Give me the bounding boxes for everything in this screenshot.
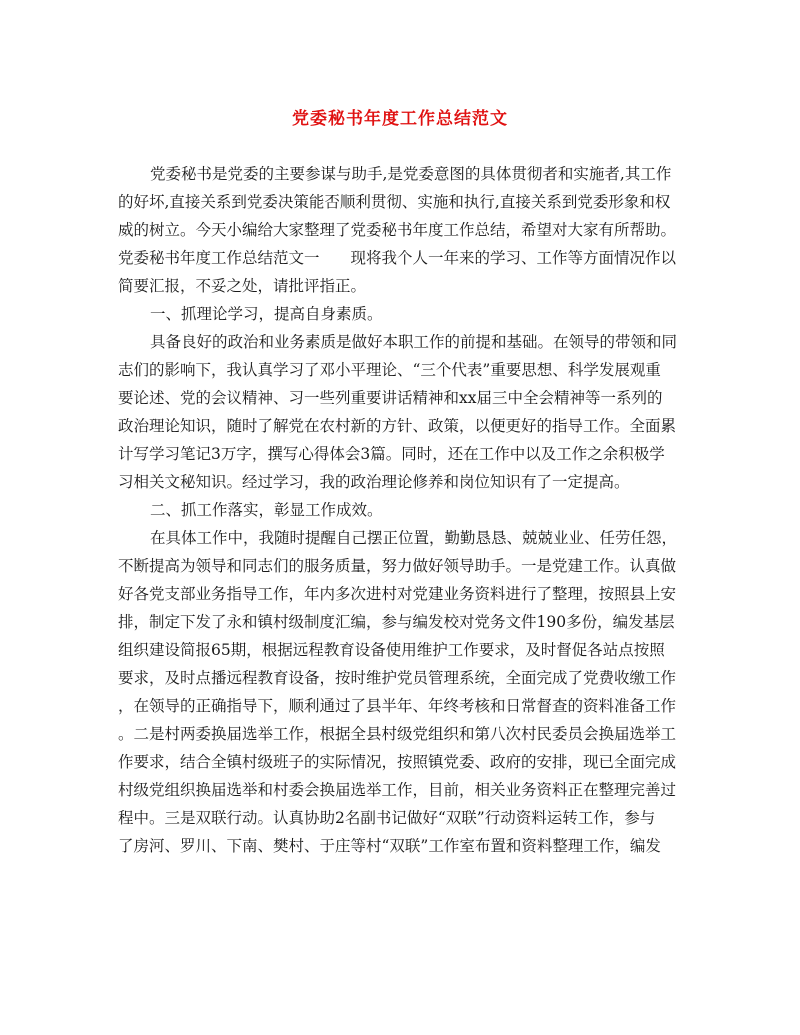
- paragraph-line: 组织建设简报65期，根据远程教育设备使用维护工作要求，及时督促各站点按照: [118, 641, 665, 659]
- paragraph-line: 作要求，结合全镇村级班子的实际情况，按照镇党委、政府的安排，现已全面完成: [118, 753, 677, 771]
- paragraph-line: ，在领导的正确指导下，顺利通过了县半年、年终考核和日常督查的资料准备工作: [118, 697, 677, 715]
- paragraph-line: 。二是村两委换届选举工作，根据全县村级党组织和第八次村民委员会换届选举工: [118, 725, 677, 743]
- document-title: 党委秘书年度工作总结范文: [292, 109, 508, 129]
- paragraph-line: 威的树立。今天小编给大家整理了党委秘书年度工作总结，希望对大家有所帮助。: [118, 221, 677, 239]
- paragraph-line: 要论述、党的会议精神、习一些列重要讲话精神和xx届三中全会精神等一系列的: [118, 389, 663, 407]
- paragraph-line: 志们的影响下，我认真学习了邓小平理论、“三个代表”重要思想、科学发展观重: [118, 361, 661, 379]
- paragraph-line: 不断提高为领导和同志们的服务质量，努力做好领导助手。一是党建工作。认真做: [118, 557, 677, 575]
- paragraph-line: 了房河、罗川、下南、樊村、于庄等村“双联”工作室布置和资料整理工作，编发: [118, 837, 661, 855]
- paragraph-line: 党委秘书是党委的主要参谋与助手,是党委意图的具体贯彻者和实施者,其工作: [150, 165, 672, 183]
- paragraph-line: 简要汇报，不妥之处，请批评指正。: [118, 277, 367, 295]
- paragraph-line: 党委秘书年度工作总结范文一 现将我个人一年来的学习、工作等方面情况作以: [118, 249, 677, 267]
- paragraph-line: 政治理论知识，随时了解党在农村新的方针、政策，以便更好的指导工作。全面累: [118, 417, 677, 435]
- paragraph-line: 好各党支部业务指导工作，年内多次进村对党建业务资料进行了整理，按照县上安: [118, 585, 677, 603]
- paragraph-line: 村级党组织换届选举和村委会换届选举工作，目前，相关业务资料正在整理完善过: [118, 781, 677, 799]
- document-body: [118, 160, 686, 860]
- paragraph-line: 在具体工作中，我随时提醒自己摆正位置，勤勤恳恳、兢兢业业、任劳任怨，: [150, 529, 678, 547]
- paragraph-line: 排，制定下发了永和镇村级制度汇编，参与编发校对党务文件190多份，编发基层: [118, 613, 675, 631]
- section-heading: 一、抓理论学习，提高自身素质。: [150, 305, 383, 323]
- paragraph-line: 计写学习笔记3万字，撰写心得体会3篇。同时，还在工作中以及工作之余积极学: [118, 445, 665, 463]
- paragraph-line: 的好坏,直接关系到党委决策能否顺利贯彻、实施和执行,直接关系到党委形象和权: [118, 193, 671, 211]
- paragraph-line: 程中。三是双联行动。认真协助2名副书记做好“双联”行动资料运转工作，参与: [118, 809, 656, 827]
- paragraph-line: 习相关文秘知识。经过学习，我的政治理论修养和岗位知识有了一定提高。: [118, 473, 630, 491]
- section-heading: 二、抓工作落实，彰显工作成效。: [150, 501, 383, 519]
- paragraph-line: 要求，及时点播远程教育设备，按时维护党员管理系统，全面完成了党费收缴工作: [118, 669, 677, 687]
- paragraph-line: 具备良好的政治和业务素质是做好本职工作的前提和基础。在领导的带领和同: [150, 333, 678, 351]
